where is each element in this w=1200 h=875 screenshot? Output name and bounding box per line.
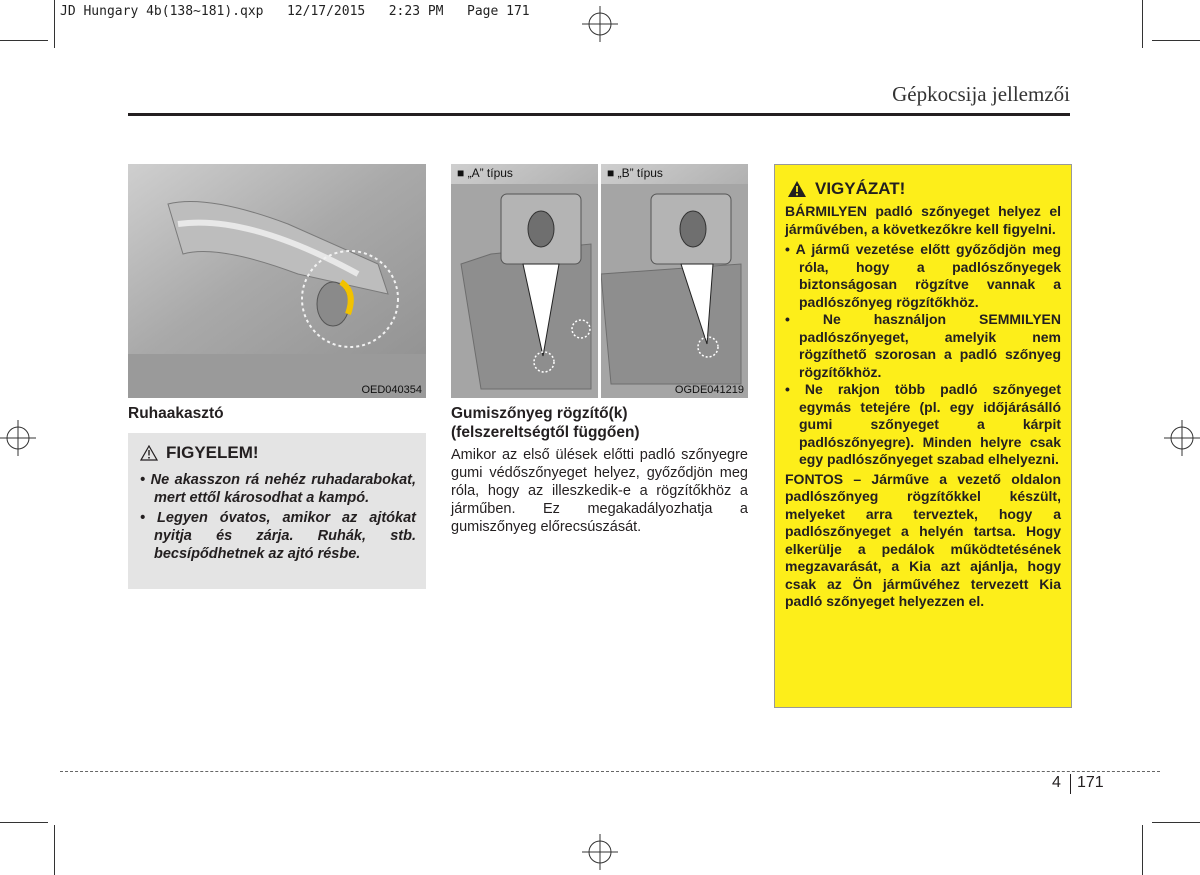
warning-item: • Ne rakjon több padló szőnyeget egymás tetejére (pl. egy időjárásálló gumi szőnyeget a kárpit padlószőnyegre). Minden helyre csak egy padlószőnyeget szabad elhelyezni. xyxy=(785,381,1061,467)
coat-hook-heading: Ruhaakasztó xyxy=(128,405,224,422)
caution-header xyxy=(140,443,259,463)
crop-mark xyxy=(0,40,48,41)
mat-hook-figure-b xyxy=(601,164,748,398)
warning-item: • A jármű vezetése előtt győződjön meg róla, hogy a padlószőnyegek biztonságosan rögzítve vannak a padlószőnyeg rögzítőkhöz. xyxy=(785,241,1061,310)
mat-hook-heading-line1: Gumiszőnyeg rögzítő(k) xyxy=(451,405,628,422)
warning-item-text: A jármű vezetése előtt győződjön meg róla, hogy a padlószőnyegek biztonságosan rögzítve vannak a padlószőnyeg rögzítőkhöz. xyxy=(795,241,1061,310)
mat-hook-illustration-b xyxy=(601,164,748,398)
type-b-label: ■ „B” típus xyxy=(607,166,663,180)
warning-intro: BÁRMILYEN padló szőnyeget helyez el járművében, a következőkre kell figyelni. xyxy=(785,203,1061,237)
crop-mark xyxy=(1142,825,1143,875)
figure-code: OED040354 xyxy=(361,384,422,396)
crop-mark xyxy=(54,825,55,875)
caution-item: • Ne akasszon rá nehéz ruhadarabokat, mert ettől károsodhat a kampó. xyxy=(140,472,416,506)
warning-title: VIGYÁZAT! xyxy=(815,179,906,198)
warning-box xyxy=(774,164,1072,708)
warning-item: • Ne használjon SEMMILYEN padlószőnyeget, amelyik nem rögzíthető szorosan a padló szőnyeg rögzítőkhöz. xyxy=(785,311,1061,380)
warning-item-text: Ne használjon SEMMILYEN padlószőnyeget, amelyik nem rögzíthető szorosan a padló szőnyeg rögzítőkhöz. xyxy=(799,311,1061,380)
warning-triangle-icon xyxy=(787,180,807,198)
registration-mark-icon xyxy=(582,6,618,42)
warning-note: FONTOS – Járműve a vezető oldalon padlószőnyeg rögzítőkkel készült, melyeket arra terveztek, hogy a padlószőnyeget a helyén tartsa. Hogy elkerülje a pedálok működtetésének megzavarását, a Kia azt ajánlja, hogy csak az Ön járművéhez tervezett Kia padló szőnyeget helyezzen el. xyxy=(785,470,1061,609)
registration-mark-icon xyxy=(0,420,36,456)
caution-title: FIGYELEM! xyxy=(166,443,259,462)
caution-item-text: Legyen óvatos, amikor az ajtókat nyitja és zárja. Ruhák, stb. becsípődhetnek az ajtó résbe. xyxy=(154,510,417,562)
type-a-label: ■ „A” típus xyxy=(457,166,513,180)
mat-hook-heading-line2: (felszereltségtől függően) xyxy=(451,424,640,441)
coat-hook-illustration xyxy=(128,164,426,398)
crop-mark xyxy=(1142,0,1143,48)
chapter-number: 4 xyxy=(1052,774,1061,791)
caution-item: • Legyen óvatos, amikor az ajtókat nyitja és zárja. Ruhák, stb. becsípődhetnek az ajtó résbe. xyxy=(140,510,417,562)
footer-rule xyxy=(60,771,1160,772)
warning-content xyxy=(785,203,1061,611)
crop-mark xyxy=(1152,40,1200,41)
page-number: 171 xyxy=(1077,774,1104,791)
warning-list xyxy=(785,241,1061,469)
figure-code: OGDE041219 xyxy=(674,384,744,396)
crop-mark xyxy=(54,0,55,48)
warning-item-text: Ne rakjon több padló szőnyeget egymás tetejére (pl. egy időjárásálló gumi szőnyeget a kárpit padlószőnyegre). Minden helyre csak egy padlószőnyeget szabad elhelyezni. xyxy=(799,381,1061,467)
mat-hook-heading xyxy=(451,404,748,442)
caution-list xyxy=(140,471,416,565)
coat-hook-figure xyxy=(128,164,426,398)
caution-box xyxy=(128,433,426,589)
page-number-separator xyxy=(1070,774,1071,794)
mat-hook-figure-a xyxy=(451,164,598,398)
header-rule xyxy=(128,113,1070,116)
warning-header xyxy=(787,179,905,199)
registration-mark-icon xyxy=(582,834,618,870)
mat-hook-body: Amikor az első ülések előtti padló szőnyegre gumi védőszőnyeget helyez, győződjön meg róla, hogy az illeszkedik-e a rögzítőkhöz a járműben. Ez megakadályozhatja a gumiszőnyeg előrecsúszását. xyxy=(451,447,748,535)
crop-mark xyxy=(0,822,48,823)
print-slug: JD Hungary 4b(138~181).qxp 12/17/2015 2:23 PM Page 171 xyxy=(60,4,530,19)
mat-hook-illustration-a xyxy=(451,164,598,398)
crop-mark xyxy=(1152,822,1200,823)
warning-triangle-icon xyxy=(140,445,158,461)
chapter-title: Gépkocsija jellemzői xyxy=(892,82,1070,106)
caution-item-text: Ne akasszon rá nehéz ruhadarabokat, mert ettől károsodhat a kampó. xyxy=(150,472,416,506)
registration-mark-icon xyxy=(1164,420,1200,456)
